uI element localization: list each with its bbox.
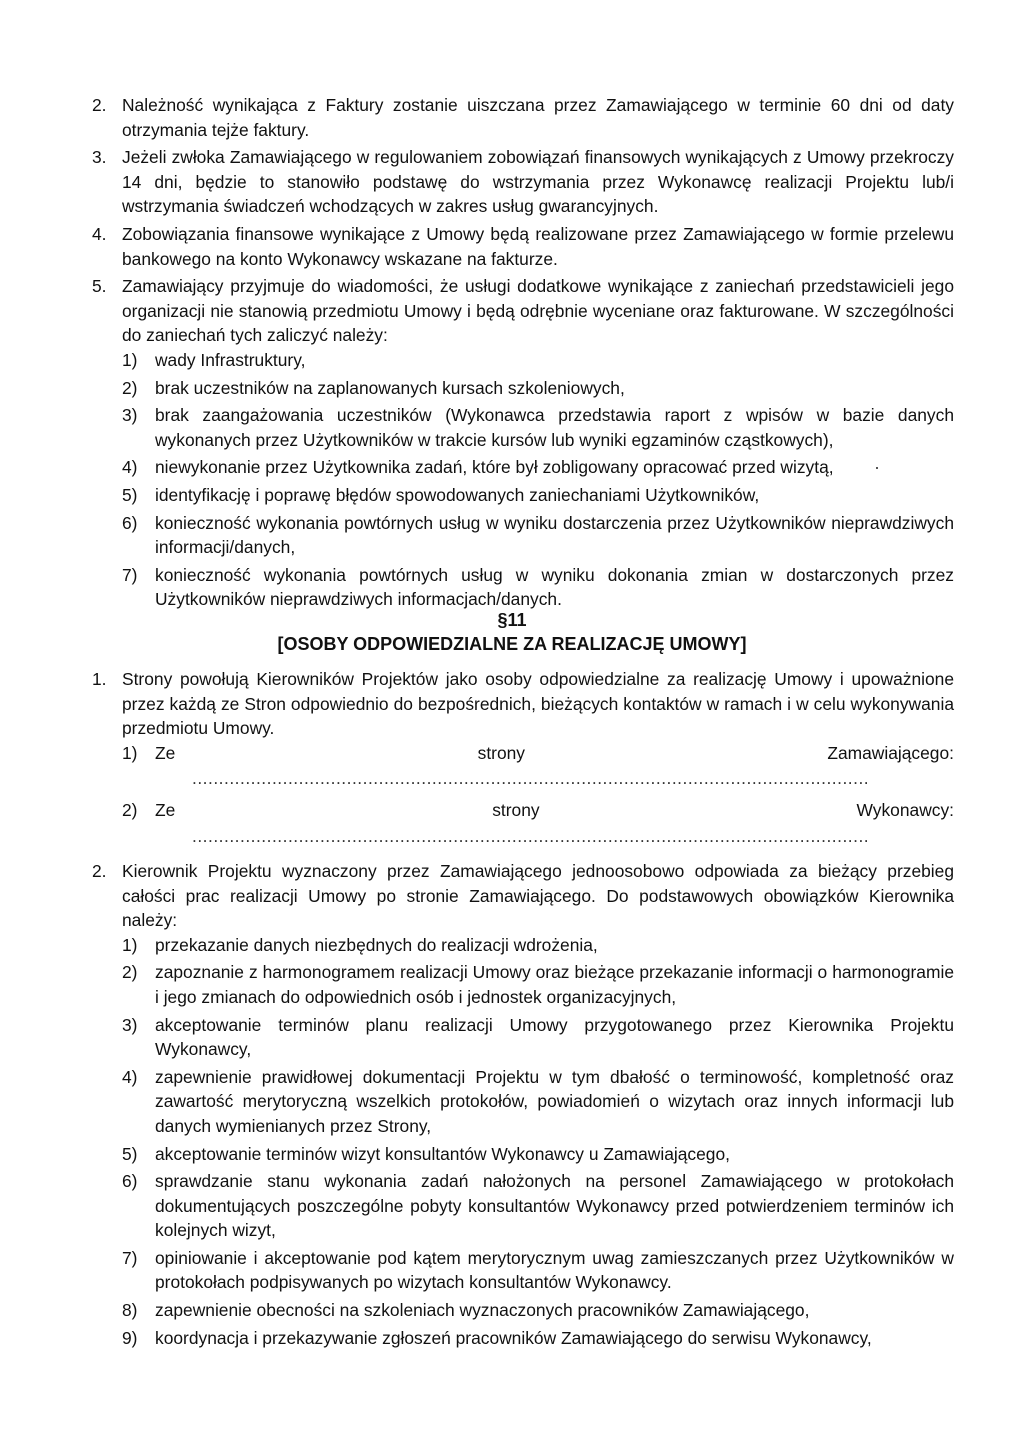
scan-speck: [876, 467, 878, 469]
sub-item-text: brak uczestników na zaplanowanych kursach szkoleniowych,: [155, 377, 625, 398]
sub-item-number: 5): [122, 484, 138, 505]
rep-word-ze: Ze: [155, 742, 176, 763]
sub-item-number: 9): [122, 1327, 138, 1348]
item-number: 3.: [92, 147, 107, 168]
item-text: Należność wynikająca z Faktury zostanie uiszczana przez Zamawiającego w terminie 60 dni od daty otrzymania tejże faktury.: [122, 95, 954, 140]
rep-word-strony: strony: [477, 742, 525, 763]
list-item: [82, 222, 954, 271]
sub-item: [122, 1142, 954, 1167]
sub-item-text: przekazanie danych niezbędnych do realizacji wdrożenia,: [155, 934, 598, 955]
item-text: Strony powołują Kierowników Projektów jako osoby odpowiedzialne za realizację Umowy i upoważnione przez każdą ze Stron odpowiednio do bezpośrednich, bieżących kontaktów w ramach i w celu wykonywania przedmiotu Umowy.: [122, 669, 954, 739]
sub-item: [122, 376, 954, 401]
item-number: 1.: [92, 669, 107, 689]
sub-item-text: zapewnienie obecności na szkoleniach wyznaczonych pracowników Zamawiającego,: [155, 1300, 810, 1321]
sub-item-number: 3): [122, 1014, 138, 1035]
sub-item-number: 4): [122, 457, 138, 478]
item-number: 4.: [92, 223, 107, 244]
sub-item-text: konieczność wykonania powtórnych usług w wyniku dokonania zmian w dostarczonych przez Użytkowników nieprawdziwych informacjach/danych.: [155, 564, 954, 610]
item-text: Kierownik Projektu wyznaczony przez Zamawiającego jednoosobowo odpowiada za bieżący przebieg całości prac realizacji Umowy po stronie Zamawiającego. Do podstawowych obowiązków Kierownika należy:: [122, 860, 954, 931]
sub-item-text: sprawdzanie stanu wykonania zadań nałożonych na personel Zamawiającego w protokołach dokumentujących poszczególne pobyty konsultantów Wykonawcy przed potwierdzeniem terminów ich kolejnych wizyt,: [155, 1171, 954, 1241]
rep-word-party: Wykonawcy:: [856, 800, 954, 821]
sub-item: [122, 1013, 954, 1062]
item-number: 2.: [92, 95, 107, 115]
sub-item-number: 2): [122, 962, 138, 983]
sub-item-text: identyfikację i poprawę błędów spowodowanych zaniechaniami Użytkowników,: [155, 484, 760, 505]
sub-item-text: akceptowanie terminów planu realizacji Umowy przygotowanego przez Kierownika Projektu Wykonawcy,: [155, 1014, 954, 1060]
sub-item-number: 1): [122, 742, 138, 763]
fill-in-line: ...............................................................................................................................: [192, 825, 870, 846]
rep-word-strony: strony: [492, 800, 540, 821]
sub-item: [122, 933, 954, 958]
item-number: 5.: [92, 276, 107, 297]
sub-item: [122, 1298, 954, 1323]
sub-item: [122, 348, 954, 373]
sub-item-number: 7): [122, 564, 138, 585]
representative-label: [155, 798, 954, 823]
sub-item-number: 6): [122, 512, 138, 533]
list-item: [82, 274, 954, 612]
sub-item-text: konieczność wykonania powtórnych usług w wyniku dostarczenia przez Użytkowników nieprawdziwych informacji/danych,: [155, 512, 954, 558]
sub-item-text: zapewnienie prawidłowej dokumentacji Projektu w tym dbałość o terminowość, kompletność oraz zawartość merytoryczną wszelkich protokołów, powiadomień o wizytach oraz innych informacji lub danych wymienianych przez Strony,: [155, 1066, 954, 1136]
item-text: Zobowiązania finansowe wynikające z Umowy będą realizowane przez Zamawiającego w formie przelewu bankowego na konto Wykonawcy wskazane na fakturze.: [122, 223, 954, 269]
sub-item-text: wady Infrastruktury,: [155, 349, 306, 370]
sub-item: [122, 1326, 954, 1351]
representative-line: [122, 798, 954, 823]
sub-item: [122, 511, 954, 560]
sub-item: [122, 563, 954, 612]
sub-item: [122, 1065, 954, 1139]
representative-label: [155, 741, 954, 766]
sub-item: [122, 455, 954, 480]
sub-item-text: zapoznanie z harmonogramem realizacji Umowy oraz bieżące przekazanie informacji o harmonogramie i jego zmianach do odpowiednich osób i jednostek organizacyjnych,: [155, 962, 954, 1007]
sub-item-number: 1): [122, 349, 138, 370]
rep-word-party: Zamawiającego:: [827, 742, 954, 763]
payment-terms-list: [82, 93, 954, 615]
section11-list: [82, 667, 954, 1353]
section-number: §11: [497, 610, 527, 630]
sub-item-number: 4): [122, 1066, 138, 1087]
sub-item-number: 1): [122, 934, 138, 955]
sub-item-number: 6): [122, 1171, 138, 1192]
sub-item-number: 8): [122, 1300, 138, 1321]
sub-item-text: akceptowanie terminów wizyt konsultantów Wykonawcy u Zamawiającego,: [155, 1143, 730, 1164]
section-title: [OSOBY ODPOWIEDZIALNE ZA REALIZACJĘ UMOWY]: [277, 634, 747, 654]
item-text: Jeżeli zwłoka Zamawiającego w regulowaniem zobowiązań finansowych wynikających z Umowy przekroczy 14 dni, będzie to stanowiło podstawę do wstrzymania przez Wykonawcę realizacji Projektu lub/i wstrzymania świadczeń wchodzących w zakres usług gwarancyjnych.: [122, 147, 954, 217]
sub-item: [122, 960, 954, 1009]
sub-item-text: opiniowanie i akceptowanie pod kątem merytorycznym uwag zamieszczanych przez Użytkowników w protokołach podpisywanych po wizytach konsultantów Wykonawcy.: [155, 1247, 954, 1293]
list-item: [82, 859, 954, 1350]
representative-line: [122, 741, 954, 766]
sub-item: [122, 1246, 954, 1295]
sub-item-text: brak zaangażowania uczestników (Wykonawca przedstawia raport z wpisów w bazie danych wykonanych przez Użytkowników w trakcie kursów lub wyniki egzaminów cząstkowych),: [155, 405, 954, 450]
sub-item-number: 3): [122, 405, 138, 426]
list-item: [82, 667, 954, 856]
item-text: Zamawiający przyjmuje do wiadomości, że usługi dodatkowe wynikające z zaniechań przedstawicieli jego organizacji nie stanowią przedmiotu Umowy i będą odrębnie wyceniane oraz fakturowane. W szczególności do zaniechań tych zaliczyć należy:: [122, 276, 954, 346]
sub-item: [122, 483, 954, 508]
list-item: [82, 93, 954, 142]
rep-word-ze: Ze: [155, 800, 176, 821]
sub-item-number: 7): [122, 1247, 138, 1268]
sub-item: [122, 1169, 954, 1243]
sub-item-number: 2): [122, 800, 138, 821]
sub-item-text: niewykonanie przez Użytkownika zadań, które był zobligowany opracować przed wizytą,: [155, 457, 834, 478]
sub-item-number: 5): [122, 1143, 138, 1164]
sub-item: [122, 403, 954, 452]
fill-in-line: ...............................................................................................................................: [192, 768, 870, 789]
item-number: 2.: [92, 860, 107, 881]
list-item: [82, 145, 954, 219]
sub-item-text: koordynacja i przekazywanie zgłoszeń pracowników Zamawiającego do serwisu Wykonawcy,: [155, 1327, 872, 1348]
sub-item-number: 2): [122, 377, 138, 398]
